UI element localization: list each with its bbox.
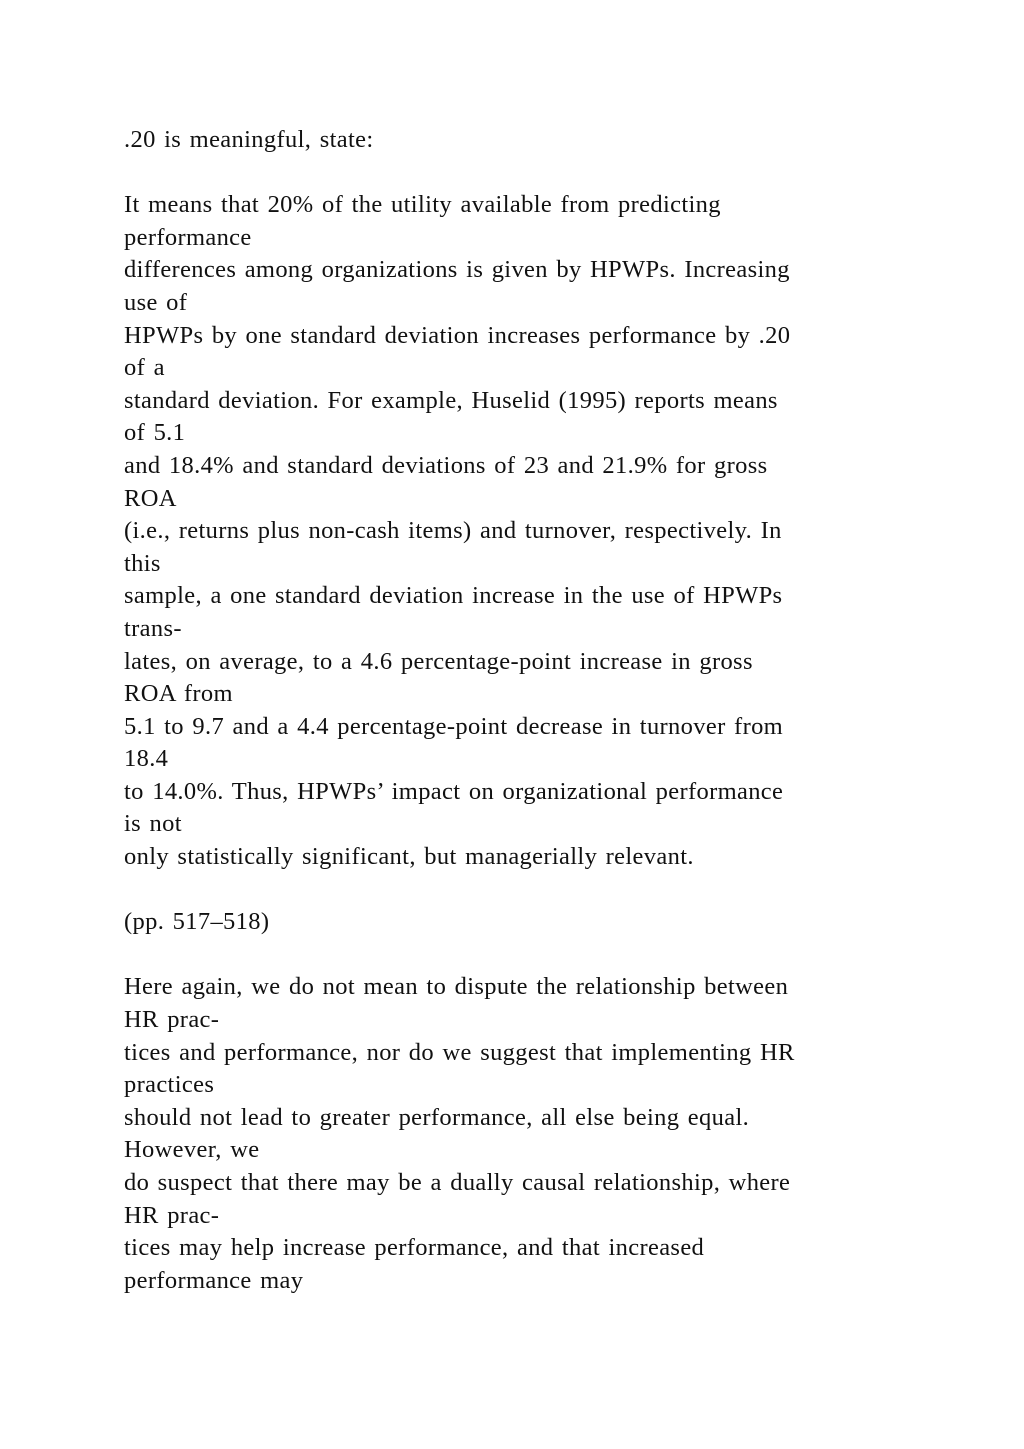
text-line: trans-: [124, 614, 182, 642]
text-line: tices and performance, nor do we suggest that implementing HR: [124, 1038, 795, 1066]
paragraph-gap: [124, 874, 924, 907]
text-line: Here again, we do not mean to dispute the relationship between: [124, 973, 789, 1001]
text-line: 18.4: [124, 745, 169, 773]
text-line: 5.1 to 9.7 and a 4.4 percentage-point decrease in turnover from: [124, 712, 784, 740]
document-page: [124, 124, 924, 1297]
text-line: only statistically significant, but managerially relevant.: [124, 843, 694, 871]
paragraph-citation: [124, 906, 924, 939]
text-line: sample, a one standard deviation increase in the use of HPWPs: [124, 582, 783, 610]
text-line: of a: [124, 354, 165, 382]
text-line: performance: [124, 223, 252, 251]
text-line: ROA: [124, 484, 177, 512]
text-line: It means that 20% of the utility available from predicting: [124, 191, 721, 219]
text-line: tices may help increase performance, and that increased: [124, 1234, 705, 1262]
text-line: standard deviation. For example, Huselid (1995) reports means: [124, 386, 778, 414]
page-citation: (pp. 517–518): [124, 908, 270, 936]
text-line: and 18.4% and standard deviations of 23 and 21.9% for gross: [124, 451, 768, 479]
paragraph-gap: [124, 157, 924, 190]
text-line: differences among organizations is given by HPWPs. Increasing: [124, 256, 790, 284]
text-line: HR prac-: [124, 1201, 220, 1229]
text-line: HR prac-: [124, 1006, 220, 1034]
text-line: use of: [124, 288, 188, 316]
text-line: performance may: [124, 1266, 304, 1294]
paragraph-body: [124, 971, 924, 1297]
text-line: (i.e., returns plus non-cash items) and turnover, respectively. In: [124, 517, 782, 545]
text-line: this: [124, 549, 161, 577]
text-line: of 5.1: [124, 419, 186, 447]
text-line: .20 is meaningful, state:: [124, 126, 374, 153]
text-line: is not: [124, 810, 182, 838]
text-line: HPWPs by one standard deviation increases performance by .20: [124, 321, 791, 349]
text-line: should not lead to greater performance, all else being equal.: [124, 1103, 750, 1131]
paragraph-gap: [124, 939, 924, 972]
text-line: to 14.0%. Thus, HPWPs’ impact on organizational performance: [124, 777, 784, 805]
text-line: practices: [124, 1071, 215, 1099]
text-line: do suspect that there may be a dually causal relationship, where: [124, 1169, 791, 1196]
paragraph-intro: [124, 124, 924, 157]
paragraph-quote: [124, 189, 924, 873]
text-line: However, we: [124, 1136, 260, 1164]
text-line: lates, on average, to a 4.6 percentage-point increase in gross: [124, 647, 753, 675]
text-line: ROA from: [124, 680, 233, 708]
